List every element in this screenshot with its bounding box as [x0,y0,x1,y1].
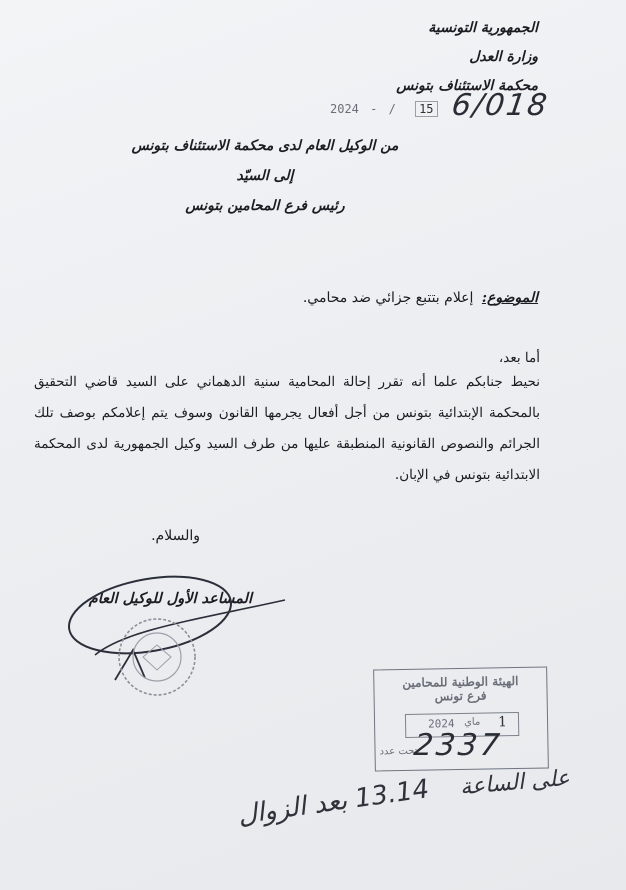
signature-graphic [55,560,315,710]
reception-time-handwritten: 13.14 بعد الزوال [236,774,431,831]
reception-label-number: تحت عدد [379,745,418,758]
addressee-from: من الوكيل العام لدى محكمة الاستئناف بتونس [131,138,399,154]
ref-stamp-sep: - [370,102,378,116]
ref-stamp-day: 15 [415,101,437,117]
addressee-recipient: رئيس فرع المحامين بتونس [185,198,345,214]
addressee-to: إلى السيّد [236,168,294,184]
subject-line [158,290,538,306]
ref-date-stamp [330,102,438,116]
ref-stamp-year: 2024 [330,102,359,116]
ref-handwritten-number: 6/018 [449,88,551,123]
subject-label: الموضوع: [481,290,538,306]
subject-text: إعلام بتتبع جزائي ضد محامي. [302,290,474,306]
header-court: محكمة الاستئناف بتونس [396,78,538,94]
header-republic: الجمهورية التونسية [428,20,538,36]
reception-time-label: على الساعة [459,765,571,801]
round-seal-outer [119,619,195,695]
reception-stamp-line1: الهيئة الوطنية للمحامين [402,673,519,691]
body-closing: والسلام. [151,528,200,544]
body-salutation: أما بعد، [498,350,540,366]
ref-stamp-mark: / [388,102,396,116]
signature-title: المساعد الأول للوكيل العام [88,590,252,607]
header-ministry: وزارة العدل [469,49,538,65]
round-seal-inner [133,633,181,681]
body-paragraph: نحيط جنابكم علما أنه تقرر إحالة المحامية سنية الدهماني على السيد قاضي التحقيق بالمحكمة الإبتدائية بتونس من أجل أفعال يجرمها القانون وسوف يتم إعلامكم بوصف تلك الجرائم والنصوص القانونية المنطبقة عليها من طرف السيد وكيل الجمهورية لدى المحكمة الابتدائية بتونس في الإبان. [34,374,540,483]
reception-date-month: ماي [463,716,481,728]
reception-date-day: 1 [497,714,508,731]
reception-stamp-line2: فرع تونس [434,688,487,704]
reception-date-year: 2024 [427,717,455,731]
signature-stroke [95,600,285,655]
reception-handwritten-number: 2337 [412,728,505,763]
